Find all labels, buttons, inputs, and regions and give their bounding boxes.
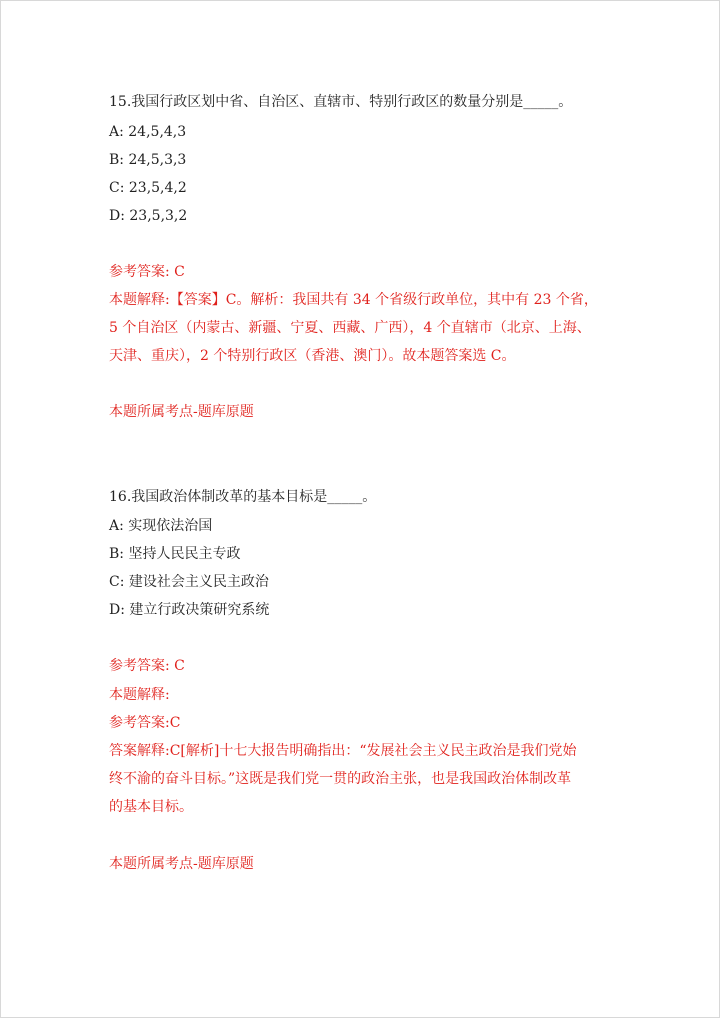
question-15-explanation-line: 5 个自治区（内蒙古、新疆、宁夏、西藏、广西），4 个直辖市（北京、上海、 — [109, 320, 591, 336]
question-16-explanation-line: 终不渝的奋斗目标。”这既是我们党一贯的政治主张，也是我国政治体制改革 — [109, 771, 572, 787]
question-15-text: 15.我国行政区划中省、自治区、直辖市、特别行政区的数量分别是_____。 — [109, 94, 573, 110]
question-15-option-c: C: 23,5,4,2 — [109, 180, 187, 196]
question-16-explanation-line: 答案解释:C[解析]十七大报告明确指出：“发展社会主义民主政治是我们党始 — [109, 743, 577, 759]
question-16-option-d: D: 建立行政决策研究系统 — [109, 602, 270, 618]
question-16-explanation-label: 本题解释: — [109, 687, 170, 703]
question-15-option-b: B: 24,5,3,3 — [109, 152, 187, 168]
question-16-text: 16.我国政治体制改革的基本目标是_____。 — [109, 489, 377, 505]
question-16-option-c: C: 建设社会主义民主政治 — [109, 574, 269, 590]
question-16-category: 本题所属考点-题库原题 — [109, 856, 254, 872]
question-16-option-b: B: 坚持人民民主专政 — [109, 546, 241, 562]
question-15-explanation-line: 天津、重庆），2 个特别行政区（香港、澳门）。故本题答案选 C。 — [109, 348, 516, 364]
question-15-answer: 参考答案: C — [109, 264, 185, 280]
question-16-option-a: A: 实现依法治国 — [109, 518, 213, 534]
question-15-option-d: D: 23,5,3,2 — [109, 208, 188, 224]
question-16-explanation-line: 的基本目标。 — [109, 799, 193, 815]
question-15-option-a: A: 24,5,4,3 — [109, 124, 187, 140]
question-16-answer-repeat: 参考答案:C — [109, 715, 181, 731]
question-15-category: 本题所属考点-题库原题 — [109, 404, 254, 420]
question-16-answer: 参考答案: C — [109, 658, 185, 674]
question-15-explanation-line: 本题解释:【答案】C。解析：我国共有 34 个省级行政单位，其中有 23 个省， — [109, 292, 598, 308]
